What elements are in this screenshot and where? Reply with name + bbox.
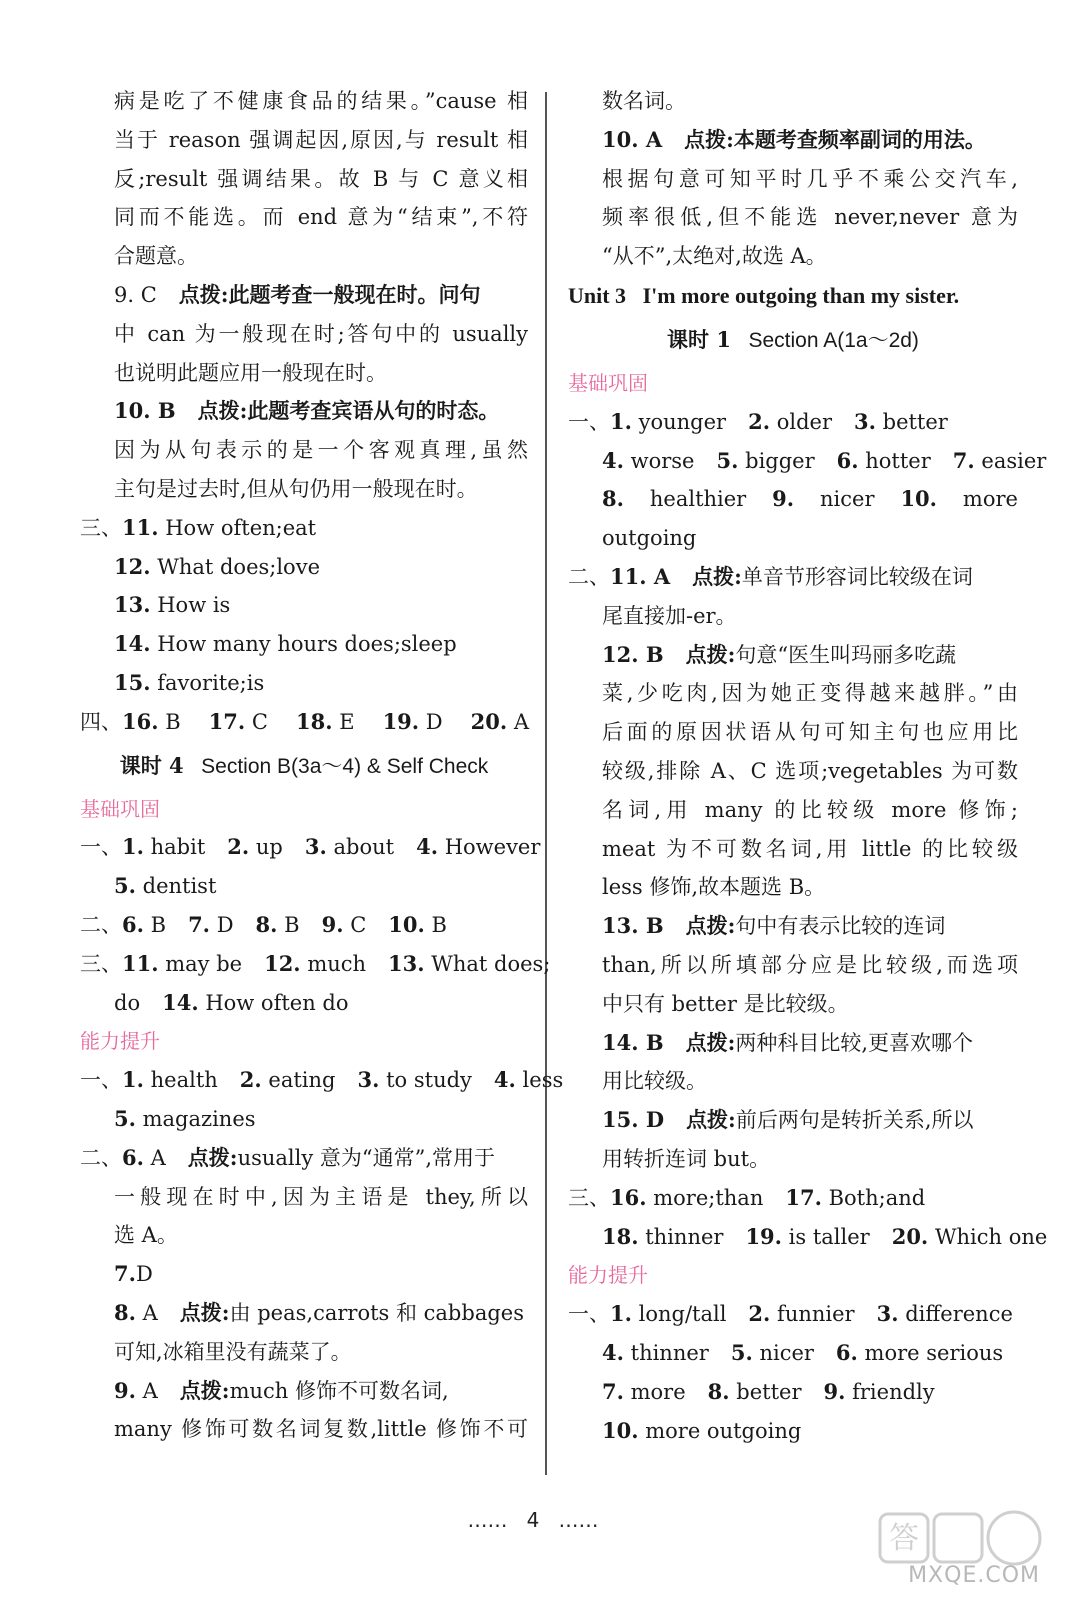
explanation-text: 前后两句是转折关系,所以: [735, 1108, 974, 1133]
answer-text: long/tall: [638, 1302, 727, 1327]
answer-number: 7.: [952, 447, 975, 473]
answer-text: D: [216, 912, 234, 937]
watermark-text: MXQE.COM: [908, 1563, 1040, 1588]
section-label-basic: 基础巩固: [568, 370, 648, 395]
answer-text: nicer: [759, 1340, 814, 1365]
text-line: than,所以所填部分应是比较级,而选项: [602, 952, 1018, 977]
answer-number: 10.: [900, 486, 937, 512]
answer-text: favorite;is: [157, 670, 265, 695]
answer-number: 1.: [610, 1301, 632, 1327]
answer-row: [80, 867, 528, 906]
answer-number: 12.: [264, 950, 301, 976]
answer-item: [80, 509, 528, 548]
lesson-heading: [568, 316, 1018, 364]
answer-number: 6.: [835, 1339, 858, 1365]
answer-number: 10.: [388, 911, 425, 937]
text-line: 同而不能选。而 end 意为“结束”,不符: [114, 205, 528, 230]
answer-row: [80, 703, 528, 742]
explanation-label: 点拨:: [179, 1299, 230, 1325]
answer-number: 2.: [227, 834, 250, 860]
answer-text: magazines: [142, 1106, 256, 1131]
lesson-title: Section A(1a～2d): [748, 328, 919, 352]
text-line: 中只有 better 是比较级。: [602, 991, 849, 1016]
page-number: 4: [526, 1508, 540, 1532]
text-line: 反;result 强调结果。故 B 与 C 意义相: [114, 166, 528, 191]
text-line: many 修饰可数名词复数,little 修饰不可: [114, 1417, 528, 1442]
explanation-text: 本题考查频率副词的用法。: [733, 126, 986, 152]
answer-number: 5.: [114, 1105, 136, 1131]
answer-item: [568, 558, 1018, 597]
answer-text: may be: [165, 951, 243, 976]
text-line: 较级,排除 A、C 选项;vegetables 为可数: [602, 758, 1018, 783]
answer-number: 14. B: [602, 1029, 664, 1055]
answer-number: 13.: [114, 592, 151, 618]
answer-text: nicer: [820, 487, 875, 512]
answer-text: Both;and: [828, 1185, 926, 1210]
answer-text: What does;: [431, 951, 551, 976]
answer-row: [568, 1412, 1018, 1451]
answer-number: 7.: [114, 1261, 136, 1287]
answer-number: 8.: [707, 1378, 730, 1404]
answer-number: 6.: [122, 911, 144, 937]
answer-text: to study: [386, 1068, 472, 1093]
answer-row: [568, 480, 1018, 519]
answer-number: 3.: [357, 1067, 380, 1093]
answer-text: more;than: [653, 1185, 764, 1210]
section-marker: 一、: [80, 1068, 122, 1093]
unit-title: [568, 276, 1018, 316]
text-line: 菜,少吃肉,因为她正变得越来越胖。”由: [602, 681, 1018, 706]
section-marker: 一、: [568, 409, 610, 434]
answer-number: 13.: [388, 950, 425, 976]
answer-number: 11.: [122, 514, 159, 540]
answer-text: up: [255, 835, 283, 860]
explanation-label: 点拨:: [686, 1107, 736, 1133]
answer-number: 7.: [188, 911, 210, 937]
answer-text: D: [135, 1262, 153, 1287]
answer-text: How many hours does;sleep: [157, 632, 457, 657]
answer-number: 1.: [610, 408, 632, 434]
answer-item: [568, 907, 1018, 946]
answer-number: 6.: [122, 1144, 144, 1170]
footer-dots: ……: [467, 1508, 508, 1532]
section-marker: 二、: [568, 564, 610, 589]
watermark-icon: [876, 1508, 1046, 1568]
answer-number: 11. A: [610, 563, 671, 589]
answer-item: [80, 1372, 528, 1411]
answer-text: is taller: [788, 1224, 870, 1249]
explanation-text: usually 意为“通常”,常用于: [237, 1145, 496, 1170]
explanation-text: 两种科目比较,更喜欢哪个: [735, 1030, 974, 1055]
answer-number: 17.: [785, 1184, 822, 1210]
text-line: 可知,冰箱里没有蔬菜了。: [114, 1339, 352, 1364]
answer-number: 18.: [295, 708, 333, 734]
section-marker: 二、: [80, 912, 122, 937]
section-marker: 一、: [568, 1302, 610, 1327]
section-label-advanced: 能力提升: [80, 1029, 160, 1054]
explanation-text: 点拨:此题考查宾语从句的时态。: [197, 398, 500, 424]
answer-number: 1.: [122, 1067, 144, 1093]
answer-text: A: [142, 1378, 158, 1403]
answer-number: 5.: [716, 447, 739, 473]
explanation-label: 点拨:: [187, 1144, 238, 1170]
answer-number: 9. C: [114, 282, 157, 307]
answer-text: better: [736, 1379, 802, 1404]
answer-number: 7.: [602, 1378, 624, 1404]
answer-number: 20.: [470, 708, 508, 734]
lesson-title: Section B(3a～4) & Self Check: [201, 754, 489, 778]
answer-text: A: [150, 1145, 166, 1170]
answer-item: [80, 392, 528, 431]
answer-row: [80, 828, 541, 867]
section-marker: 三、: [80, 515, 122, 540]
text-line: meat 为不可数名词,用 little 的比较级: [602, 836, 1018, 861]
answer-text: bigger: [745, 448, 815, 473]
answer-number: 10. A: [602, 126, 663, 152]
text-line: 用比较级。: [602, 1069, 707, 1094]
section-marker: 三、: [568, 1185, 610, 1210]
answer-text: D: [425, 709, 443, 734]
answer-text: B: [284, 912, 300, 937]
text-line: 尾直接加-er。: [602, 603, 737, 628]
answer-text: C: [350, 912, 367, 937]
answer-text: difference: [905, 1302, 1013, 1327]
answer-text: more: [630, 1379, 686, 1404]
answer-number: 10. B: [114, 398, 176, 424]
answer-number: 4.: [493, 1067, 516, 1093]
text-line: 一般现在时中,因为主语是 they,所以: [114, 1184, 528, 1209]
watermark-logo: [876, 1508, 1046, 1590]
answer-text: hotter: [865, 448, 931, 473]
answer-text: A: [142, 1300, 158, 1325]
explanation-text: 句意“医生叫玛丽多吃蔬: [735, 642, 957, 667]
answer-row: [80, 984, 528, 1023]
answer-text: thinner: [645, 1224, 724, 1249]
explanation-text: 句中有表示比较的连词: [735, 914, 946, 939]
answer-item: [80, 1255, 528, 1294]
answer-item: [568, 1101, 1018, 1140]
answer-text: less: [522, 1068, 564, 1093]
answer-number: 5.: [730, 1339, 753, 1365]
answer-number: 19.: [382, 708, 420, 734]
answer-number: 9.: [321, 911, 344, 937]
section-label-advanced: 能力提升: [568, 1263, 648, 1288]
answer-number: 2.: [239, 1067, 262, 1093]
answer-number: 15. D: [602, 1107, 665, 1133]
answer-text: friendly: [852, 1379, 935, 1404]
explanation-text: much 修饰不可数名词,: [229, 1378, 449, 1403]
answer-row: [568, 1334, 1018, 1373]
lesson-number: 课时 1: [667, 326, 731, 352]
section-marker: 二、: [80, 1145, 122, 1170]
text-line: 选 A。: [114, 1223, 178, 1248]
answer-text: worse: [630, 448, 695, 473]
text-line: less 修饰,故本题选 B。: [602, 875, 826, 900]
text-line: 中 can 为一般现在时;答句中的 usually: [114, 321, 528, 346]
answer-number: 14.: [114, 631, 151, 657]
answer-text: funnier: [777, 1302, 855, 1327]
answer-text: about: [333, 835, 395, 860]
answer-text: more: [962, 487, 1018, 512]
explanation-label: 点拨:: [685, 913, 736, 939]
section-marker: 四、: [80, 709, 122, 734]
answer-text: older: [776, 409, 832, 434]
explanation-text: 单音节形容词比较级在词: [741, 564, 973, 589]
answer-text: better: [882, 409, 948, 434]
text-line: 根据句意可知平时几乎不乘公交汽车,: [602, 166, 1018, 191]
answer-item: [80, 664, 528, 703]
unit-name: I'm more outgoing than my sister.: [642, 282, 960, 308]
answer-text: How is: [157, 593, 231, 618]
column-divider: [545, 92, 547, 1475]
left-column: [80, 82, 564, 1449]
watermark-char: 答: [889, 1521, 919, 1556]
answer-row: [568, 1295, 1018, 1334]
answer-text: healthier: [649, 487, 747, 512]
answer-number: 13. B: [602, 913, 664, 939]
answer-text: How often do: [205, 990, 349, 1015]
answer-text: more serious: [864, 1340, 1004, 1365]
lesson-number: 课时 4: [119, 752, 184, 778]
footer-dots: ……: [558, 1508, 599, 1532]
text-line: 主句是过去时,但从句仍用一般现在时。: [114, 476, 478, 501]
answer-number: 3.: [876, 1301, 899, 1327]
answer-row: [80, 906, 528, 945]
answer-number: 3.: [304, 834, 327, 860]
answer-number: 3.: [854, 408, 876, 434]
answer-text: What does;love: [157, 554, 320, 579]
text-line: 因为从句表示的是一个客观真理,虽然: [114, 438, 528, 463]
answer-text: How often;eat: [165, 515, 317, 540]
explanation-text: 由 peas,carrots 和 cabbages: [229, 1300, 524, 1325]
text-line: 病是吃了不健康食品的结果。”cause 相: [114, 89, 528, 113]
answer-item: [568, 121, 1018, 160]
answer-number: 2.: [748, 1301, 771, 1327]
answer-number: 15.: [114, 669, 151, 695]
answer-number: 5.: [114, 873, 136, 899]
answer-number: 14.: [162, 989, 199, 1015]
answer-number: 9.: [114, 1377, 136, 1403]
answer-item: [80, 1139, 528, 1178]
text-line: 当于 reason 强调起因,原因,与 result 相: [114, 127, 528, 152]
explanation-label: 点拨:: [179, 1377, 230, 1403]
answer-text: much: [307, 951, 367, 976]
explanation-label: 点拨:: [684, 126, 734, 152]
answer-number: 10.: [602, 1417, 639, 1443]
answer-text: C: [251, 709, 268, 734]
answer-text: However: [444, 835, 541, 860]
answer-item: [568, 1024, 1018, 1063]
answer-text: dentist: [142, 874, 217, 899]
answer-row: [568, 403, 1018, 442]
answer-number: 18.: [602, 1223, 639, 1249]
answer-item: [80, 625, 528, 664]
answer-text: do: [114, 990, 141, 1015]
answer-number: 8.: [602, 486, 624, 512]
answer-text: B: [431, 912, 447, 937]
text-line: 用转折连词 but。: [602, 1146, 771, 1171]
answer-row: [568, 1218, 1048, 1257]
answer-number: 1.: [122, 834, 144, 860]
answer-number: 8.: [255, 911, 278, 937]
answer-number: 11.: [122, 950, 159, 976]
answer-number: 12.: [114, 553, 151, 579]
answer-text: health: [150, 1068, 218, 1093]
answer-row: [568, 1373, 1018, 1412]
answer-row: [80, 1100, 528, 1139]
text-line: outgoing: [602, 526, 697, 551]
lesson-heading: [80, 742, 528, 790]
answer-text: thinner: [630, 1340, 709, 1365]
explanation-text: 点拨:此题考查一般现在时。问句: [178, 281, 481, 307]
answer-item: [80, 1294, 528, 1333]
section-marker: 一、: [80, 835, 122, 860]
text-line: “从不”,太绝对,故选 A。: [602, 244, 827, 269]
answer-text: eating: [268, 1068, 336, 1093]
answer-row: [80, 945, 551, 984]
answer-text: younger: [638, 409, 727, 434]
answer-item: [568, 636, 1018, 675]
answer-number: 9.: [823, 1378, 846, 1404]
text-line: 也说明此题应用一般现在时。: [114, 360, 387, 385]
answer-number: 4.: [602, 447, 624, 473]
answer-number: 16.: [610, 1184, 647, 1210]
section-marker: 三、: [80, 951, 122, 976]
explanation-label: 点拨:: [685, 1029, 736, 1055]
text-line: 名词,用 many 的比较级 more 修饰;: [602, 797, 1018, 822]
answer-number: 4.: [416, 834, 439, 860]
answer-number: 2.: [748, 408, 771, 434]
explanation-label: 点拨:: [685, 641, 736, 667]
answer-text: more outgoing: [645, 1418, 802, 1443]
answer-row: [80, 1061, 564, 1100]
answer-text: E: [339, 709, 355, 734]
answer-number: 19.: [745, 1223, 782, 1249]
answer-text: B: [165, 709, 181, 734]
answer-item: [80, 276, 528, 315]
answer-text: Which one: [934, 1224, 1048, 1249]
answer-number: 6.: [836, 447, 859, 473]
answer-number: 4.: [602, 1339, 624, 1365]
answer-number: 16.: [122, 708, 159, 734]
answer-row: [568, 442, 1047, 481]
answer-item: [80, 586, 528, 625]
answer-text: easier: [981, 448, 1047, 473]
answer-number: 20.: [891, 1223, 929, 1249]
answer-number: 9.: [772, 486, 795, 512]
answer-number: 12. B: [602, 641, 664, 667]
answer-number: 17.: [208, 708, 246, 734]
answer-number: 8.: [114, 1299, 136, 1325]
text-line: 频率很低,但不能选 never,never 意为: [602, 205, 1018, 230]
text-line: 合题意。: [114, 244, 198, 269]
right-column: [568, 82, 1048, 1450]
explanation-label: 点拨:: [692, 563, 742, 589]
unit-number: Unit 3: [568, 282, 627, 308]
text-line: 数名词。: [602, 89, 686, 113]
answer-text: B: [150, 912, 167, 937]
answer-text: A: [513, 709, 530, 734]
text-line: 后面的原因状语从句可知主句也应用比: [602, 720, 1018, 745]
section-label-basic: 基础巩固: [80, 796, 160, 821]
answer-row: [568, 1179, 1018, 1218]
answer-text: habit: [150, 835, 206, 860]
answer-item: [80, 548, 528, 587]
